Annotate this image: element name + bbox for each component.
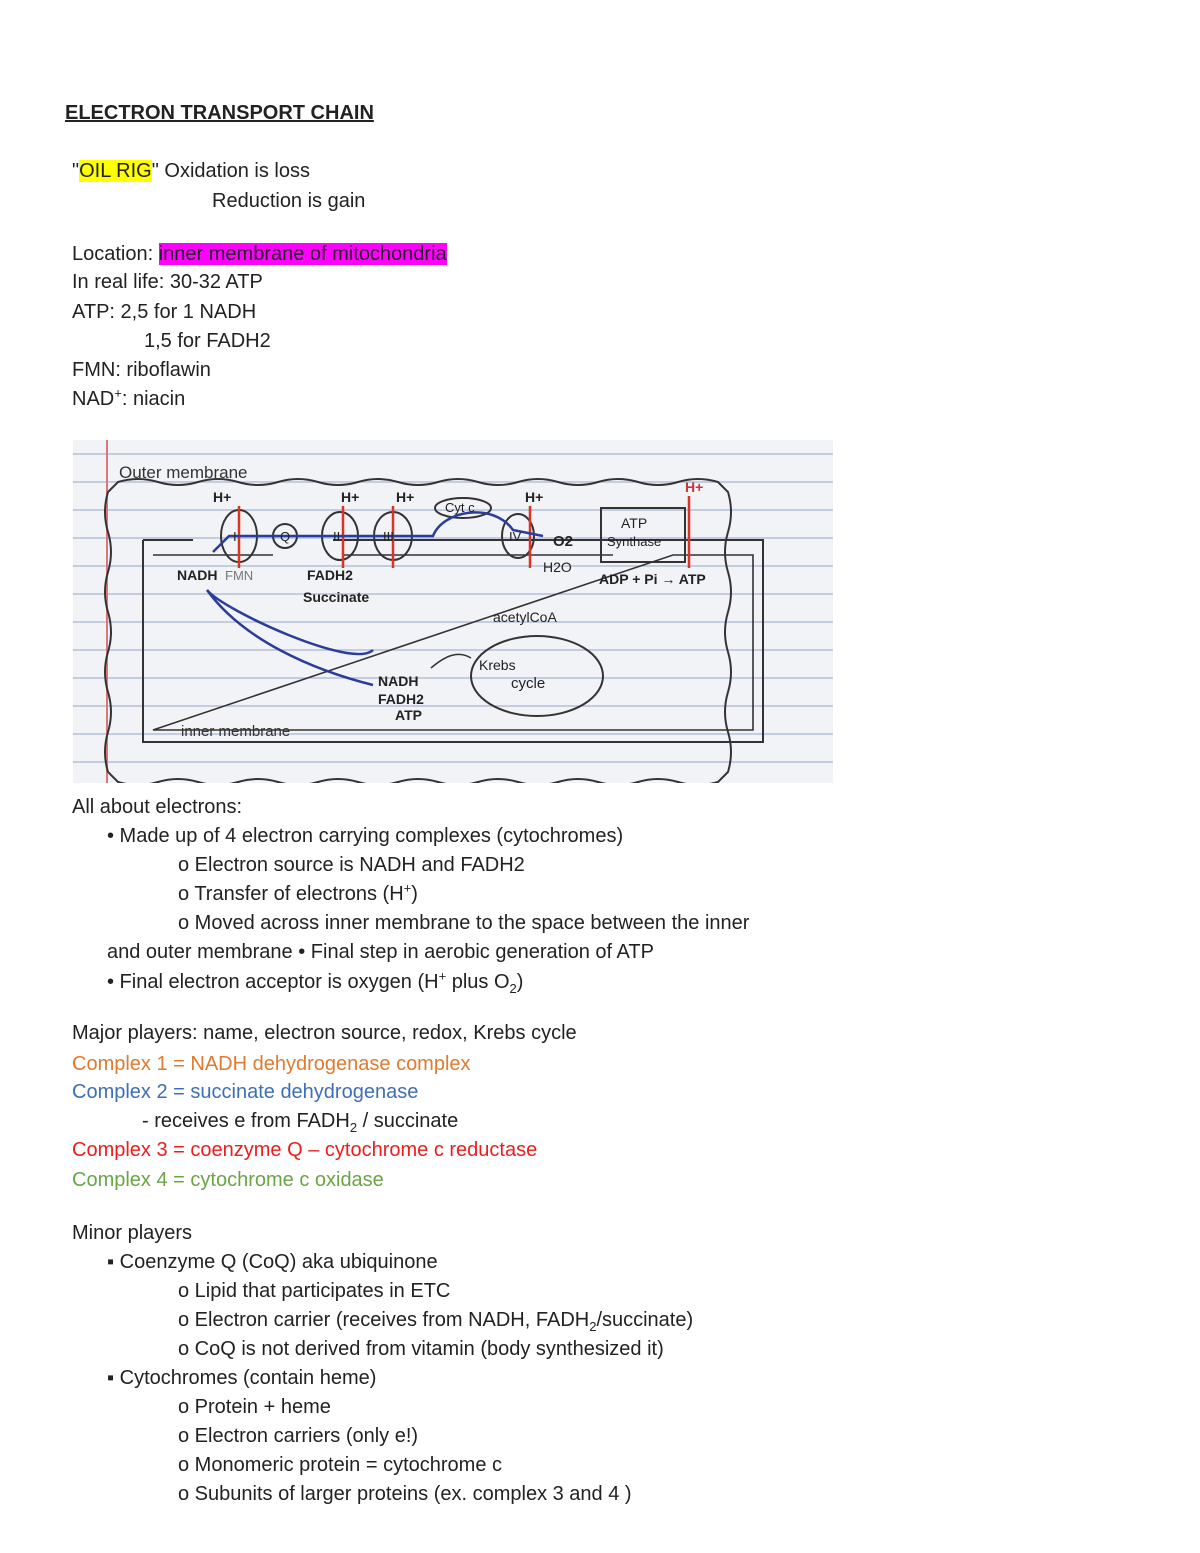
acceptor-close: ) xyxy=(516,971,524,993)
h-plus-1: H+ xyxy=(213,489,232,505)
minor-heading: Minor players xyxy=(72,1222,193,1244)
electrons-bullet-1: • Made up of 4 electron carrying complexes (cytochromes) xyxy=(107,825,624,847)
complex-2-note xyxy=(142,1109,458,1133)
acceptor-text: • Final electron acceptor is oxygen (H xyxy=(107,971,439,993)
o2-label: O2 xyxy=(553,533,574,550)
krebs-label-2: cycle xyxy=(511,675,546,692)
minor-cyt-d: o Subunits of larger proteins (ex. complex 3 and 4 ) xyxy=(178,1483,632,1505)
minor-cyt-b: o Electron carriers (only e!) xyxy=(178,1425,419,1447)
minor-cyt-c: o Monomeric protein = cytochrome c xyxy=(178,1454,503,1476)
complex-2-note-sub: 2 xyxy=(349,1120,358,1135)
atp-fadh2: 1,5 for FADH2 xyxy=(144,330,271,352)
oil-rig-line xyxy=(72,159,310,183)
h-plus-3: H+ xyxy=(396,489,415,505)
succinate-label: Succinate xyxy=(303,589,370,605)
fadh2-label: FADH2 xyxy=(307,567,353,583)
location-label: Location: xyxy=(72,243,159,265)
transfer-sup: + xyxy=(403,880,412,896)
location-line xyxy=(72,242,447,266)
atp-nadh: ATP: 2,5 for 1 NADH xyxy=(72,301,257,323)
reduction-text: Reduction is gain xyxy=(212,190,366,212)
electrons-sub-1c: o Moved across inner membrane to the space between the inner xyxy=(178,912,750,934)
complex-4-label: IV xyxy=(509,529,522,544)
atp-synthase-label-1: ATP xyxy=(621,515,648,531)
complex-3-label: III xyxy=(383,529,394,544)
major-heading: Major players: name, electron source, redox, Krebs cycle xyxy=(72,1022,577,1044)
complex-2-text: Complex 2 = succinate dehydrogenase xyxy=(72,1081,419,1103)
acceptor-sup: + xyxy=(438,968,447,984)
minor-cyt-a: o Protein + heme xyxy=(178,1396,331,1418)
complex-3-text: Complex 3 = coenzyme Q – cytochrome c reductase xyxy=(72,1139,538,1161)
open-quote: " xyxy=(72,160,80,182)
transfer-close: ) xyxy=(411,883,418,905)
h-plus-4: H+ xyxy=(525,489,544,505)
oil-rig-term: OIL RIG xyxy=(79,160,152,182)
h-plus-2: H+ xyxy=(341,489,360,505)
minor-coq: ▪ Coenzyme Q (CoQ) aka ubiquinone xyxy=(107,1251,438,1273)
minor-coq-a: o Lipid that participates in ETC xyxy=(178,1280,451,1302)
acceptor-sub: 2 xyxy=(509,981,517,996)
fmn-line: FMN: riboflawin xyxy=(72,359,211,381)
etc-diagram xyxy=(73,440,833,783)
page-title: ELECTRON TRANSPORT CHAIN xyxy=(65,102,374,124)
acceptor-mid: plus O xyxy=(446,971,510,993)
outer-membrane-label: Outer membrane xyxy=(119,463,248,482)
cyt-c-label: Cyt c xyxy=(445,500,475,515)
out-nadh-label: NADH xyxy=(378,673,419,689)
nad-rest: : niacin xyxy=(121,388,186,410)
minor-coq-c: o CoQ is not derived from vitamin (body synthesized it) xyxy=(178,1338,664,1360)
h-plus-5: H+ xyxy=(685,479,704,495)
nad-text: NAD xyxy=(72,388,115,410)
adp-equation: ADP + Pi → ATP xyxy=(599,571,706,587)
q-label: Q xyxy=(280,529,291,544)
coq-b-rest: /succinate) xyxy=(596,1309,694,1331)
nad-sup: + xyxy=(114,385,122,401)
minor-coq-b xyxy=(178,1308,693,1332)
electrons-sub-1b xyxy=(178,882,418,906)
acetyl-coa-label: acetylCoA xyxy=(493,609,557,625)
out-atp-label: ATP xyxy=(395,707,422,723)
complex-2-label: II xyxy=(333,529,341,544)
electrons-heading: All about electrons: xyxy=(72,796,243,818)
complex-2-note-text: - receives e from FADH xyxy=(142,1110,350,1132)
complex-1-text: Complex 1 = NADH dehydrogenase complex xyxy=(72,1053,471,1075)
electrons-bullet-2 xyxy=(107,970,523,994)
inner-membrane-label: inner membrane xyxy=(181,723,291,740)
fmn-label: FMN xyxy=(225,568,254,583)
atp-synthase-label-2: Synthase xyxy=(607,534,662,549)
electrons-sub-1c-cont: and outer membrane • Final step in aerobic generation of ATP xyxy=(107,941,654,963)
complex-2-note-rest: / succinate xyxy=(357,1110,459,1132)
complex-1-label: I xyxy=(233,529,237,544)
nadh-label: NADH xyxy=(177,567,218,583)
transfer-text: o Transfer of electrons (H xyxy=(178,883,404,905)
nad-line xyxy=(72,387,185,411)
minor-cyt: ▪ Cytochromes (contain heme) xyxy=(107,1367,377,1389)
real-life-atp: In real life: 30-32 ATP xyxy=(72,271,263,293)
out-fadh2-label: FADH2 xyxy=(378,691,424,707)
oxidation-text: Oxidation is loss xyxy=(158,160,310,182)
close-quote: " xyxy=(151,160,159,182)
coq-b-sub: 2 xyxy=(589,1319,597,1334)
electrons-sub-1a: o Electron source is NADH and FADH2 xyxy=(178,854,525,876)
h2o-label: H2O xyxy=(543,559,572,575)
krebs-label-1: Krebs xyxy=(479,657,516,673)
coq-b-text: o Electron carrier (receives from NADH, FADH xyxy=(178,1309,590,1331)
location-value: inner membrane of mitochondria xyxy=(158,243,447,265)
complex-4-text: Complex 4 = cytochrome c oxidase xyxy=(72,1169,384,1191)
